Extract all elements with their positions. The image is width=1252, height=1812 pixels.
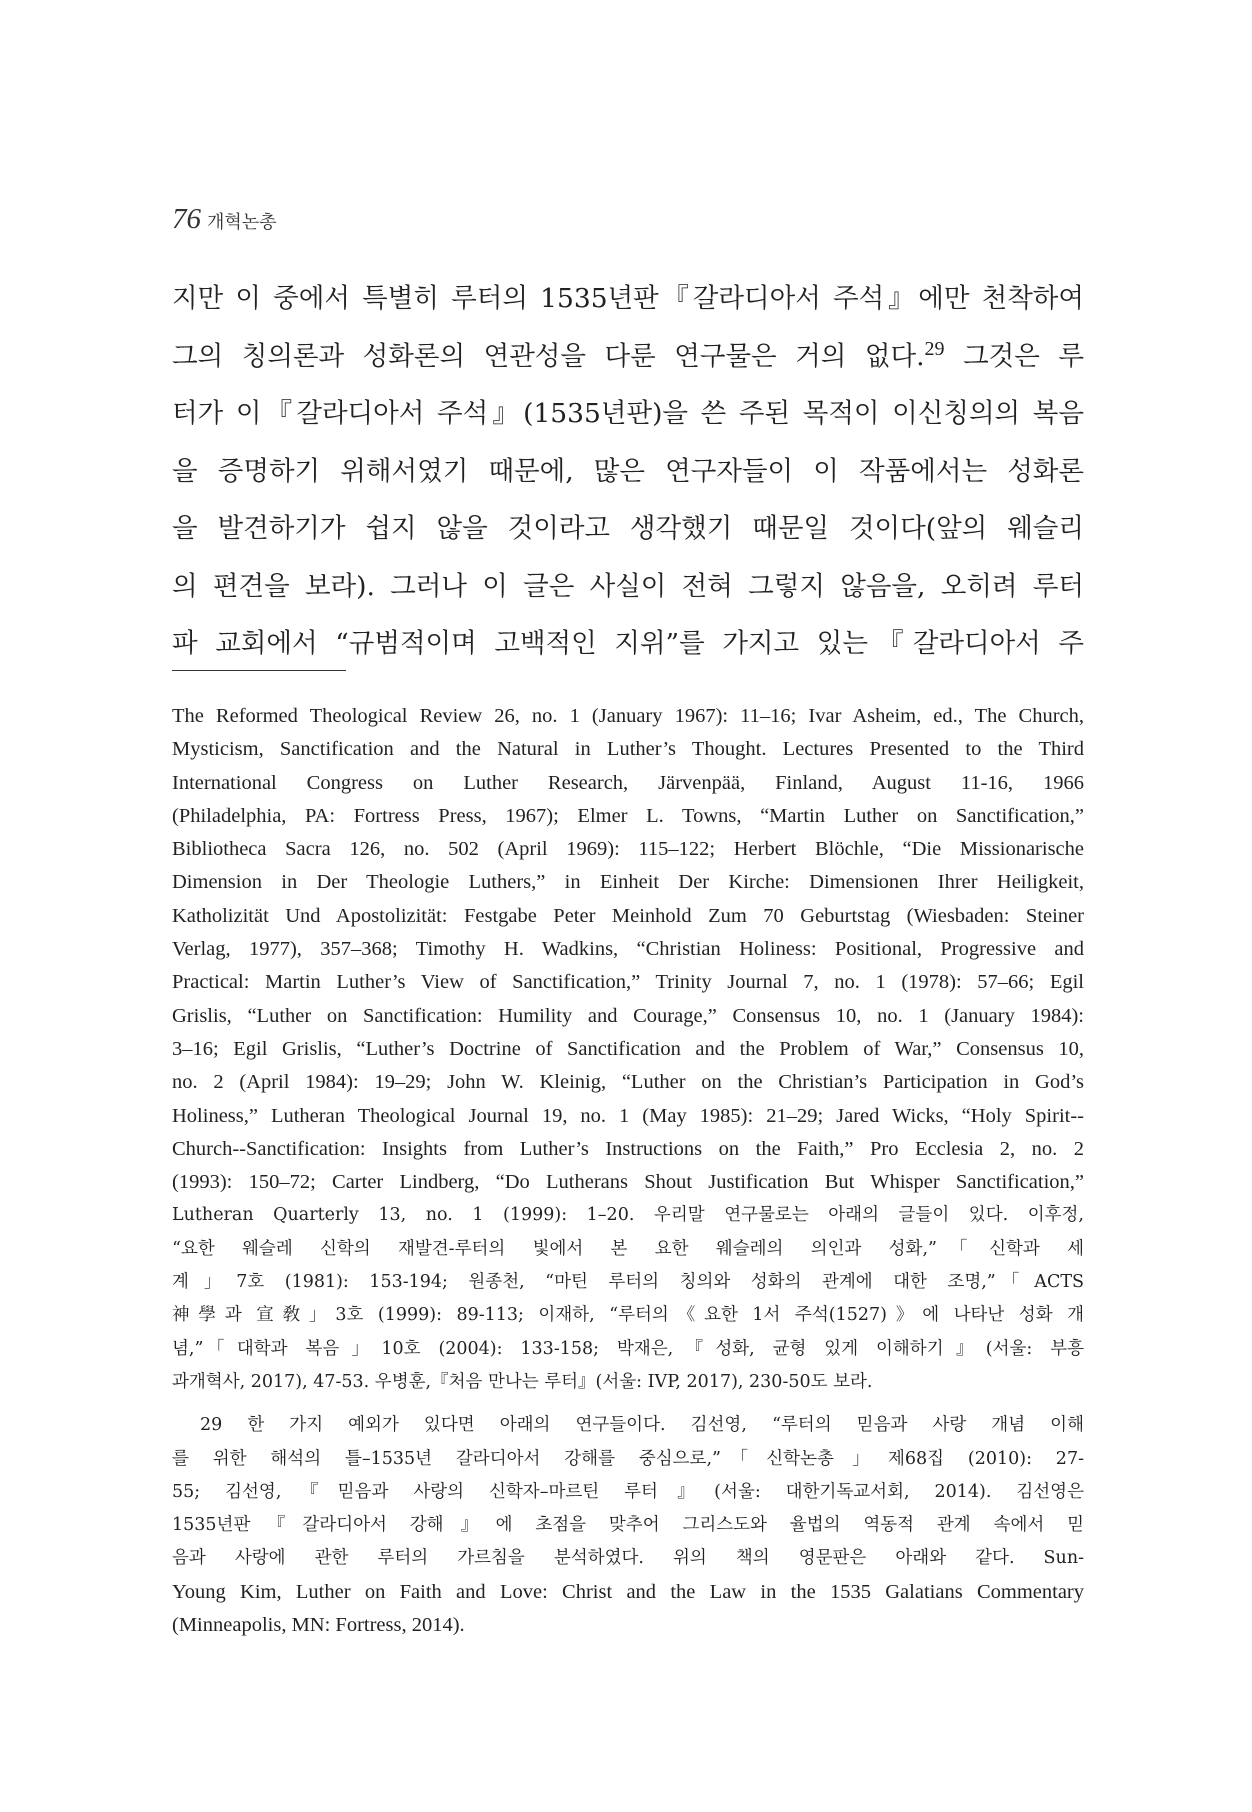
- body-line: 을 증명하기 위해서였기 때문에, 많은 연구자들이 이 작품에서는 성화론: [172, 455, 1084, 487]
- footnote-29: [172, 1409, 1084, 1642]
- footnote-line: Katholizität Und Apostolizität: Festgabe Peter Meinhold Zum 70 Geburtstag (Wiesbaden: Steiner: [172, 904, 1084, 927]
- running-header: [172, 203, 277, 243]
- footnote-line: Bibliotheca Sacra 126, no. 502 (April 1969): 115–122; Herbert Blöchle, “Die Missionarische: [172, 838, 1084, 861]
- footnote-line: Church--Sanctification: Insights from Luther’s Instructions on the Faith,” Pro Ecclesia 2, no. 2: [172, 1137, 1084, 1160]
- footnote-line: 과개혁사, 2017), 47-53. 우병훈,『처음 만나는 루터』(서울: IVP, 2017), 230-50도 보라.: [172, 1371, 873, 1392]
- body-line: 파 교회에서 “규범적이며 고백적인 지위”를 가지고 있는『갈라디아서 주: [172, 628, 1084, 659]
- body-line: 의 편견을 보라). 그러나 이 글은 사실이 전혀 그렇지 않음을, 오히려 루터: [172, 570, 1084, 602]
- footnote-reference[interactable]: 29: [924, 337, 945, 360]
- footnote-line: Mysticism, Sanctification and the Natural in Luther’s Thought. Lectures Presented to the Third: [172, 738, 1084, 761]
- page-number: 76: [172, 203, 201, 235]
- footnote-line: Grislis, “Luther on Sanctification: Humility and Courage,” Consensus 10, no. 1 (January 1984):: [172, 1004, 1084, 1027]
- footnote-line: (1993): 150–72; Carter Lindberg, “Do Lutherans Shout Justification But Whisper Sanctification,”: [172, 1171, 1084, 1194]
- footnote-line: Young Kim, Luther on Faith and Love: Christ and the Law in the 1535 Galatians Commentary: [172, 1580, 1084, 1603]
- footnote-line: 神學과 宣敎」3호 (1999): 89-113; 이재하, “루터의《요한 1서 주석(1527)》에 나타난 성화 개: [172, 1305, 1084, 1326]
- footnote-line: Verlag, 1977), 357–368; Timothy H. Wadkins, “Christian Holiness: Positional, Progressive and: [172, 938, 1084, 961]
- footnote-line: (Philadelphia, PA: Fortress Press, 1967); Elmer L. Towns, “Martin Luther on Sanctification,”: [172, 804, 1084, 827]
- footnote-separator: [172, 670, 346, 671]
- footnote-line: 3–16; Egil Grislis, “Luther’s Doctrine of Sanctification and the Problem of War,” Consensus 10,: [172, 1037, 1084, 1060]
- body-line: 을 발견하기가 쉽지 않을 것이라고 생각했기 때문일 것이다(앞의 웨슬리: [172, 513, 1084, 544]
- footnote-line: 를 위한 해석의 틀–1535년 갈라디아서 강해를 중심으로,”「신학논총」제68집 (2010): 27-: [172, 1448, 1084, 1469]
- body-line: 지만 이 중에서 특별히 루터의 1535년판『갈라디아서 주석』에만 천착하여: [172, 283, 1084, 314]
- footnotes: [172, 700, 1084, 1642]
- footnote-line: 29 한 가지 예외가 있다면 아래의 연구들이다. 김선영, “루터의 믿음과 사랑 개념 이해: [200, 1415, 1084, 1436]
- footnote-line: (Minneapolis, MN: Fortress, 2014).: [172, 1614, 465, 1637]
- footnote-line: Holiness,” Lutheran Theological Journal 19, no. 1 (May 1985): 21–29; Jared Wicks, “Holy Spirit--: [172, 1104, 1084, 1127]
- footnote-line: 1535년판『갈라디아서 강해』에 초점을 맞추어 그리스도와 율법의 역동적 관계 속에서 믿: [172, 1515, 1084, 1536]
- body-line: 터가 이『갈라디아서 주석』(1535년판)을 쓴 주된 목적이 이신칭의의 복음: [172, 398, 1084, 429]
- journal-title: 개혁논총: [207, 212, 277, 233]
- body-line-text: 그의 칭의론과 성화론의 연관성을 다룬 연구물은 거의 없다.: [172, 340, 925, 372]
- footnote-line: no. 2 (April 1984): 19–29; John W. Kleinig, “Luther on the Christian’s Participation in God’s: [172, 1071, 1084, 1094]
- body-line: [172, 328, 1084, 386]
- footnote-line: Practical: Martin Luther’s View of Sanctification,” Trinity Journal 7, no. 1 (1978): 57–66; Egil: [172, 971, 1084, 994]
- footnote-line: Lutheran Quarterly 13, no. 1 (1999): 1–20. 우리말 연구물로는 아래의 글들이 있다. 이후정,: [172, 1205, 1084, 1226]
- footnote-line: 55; 김선영,『믿음과 사랑의 신학자–마르틴 루터』(서울: 대한기독교서회, 2014). 김선영은: [172, 1481, 1084, 1502]
- footnote-line: 음과 사랑에 관한 루터의 가르침을 분석하였다. 위의 책의 영문판은 아래와 같다. Sun-: [172, 1548, 1084, 1569]
- footnote-line: Dimension in Der Theologie Luthers,” in Einheit Der Kirche: Dimensionen Ihrer Heiligkeit,: [172, 871, 1084, 894]
- footnote-line: 념,”「대학과 복음」10호 (2004): 133-158; 박재은,『성화, 균형 있게 이해하기』(서울: 부흥: [172, 1338, 1084, 1359]
- footnote-line: 계」7호 (1981): 153-194; 원종천, “마틴 루터의 칭의와 성화의 관계에 대한 조명,”「ACTS: [172, 1272, 1084, 1293]
- footnote-continued: [172, 700, 1084, 1399]
- footnote-line: “요한 웨슬레 신학의 재발견-루터의 빛에서 본 요한 웨슬레의 의인과 성화,”「신학과 세: [172, 1238, 1084, 1259]
- footnote-line: The Reformed Theological Review 26, no. 1 (January 1967): 11–16; Ivar Asheim, ed., The Church,: [172, 705, 1084, 727]
- body-line-tail: 그것은 루: [944, 340, 1084, 372]
- footnote-line: International Congress on Luther Research, Järvenpää, Finland, August 11-16, 1966: [172, 771, 1084, 794]
- body-text: [172, 270, 1084, 673]
